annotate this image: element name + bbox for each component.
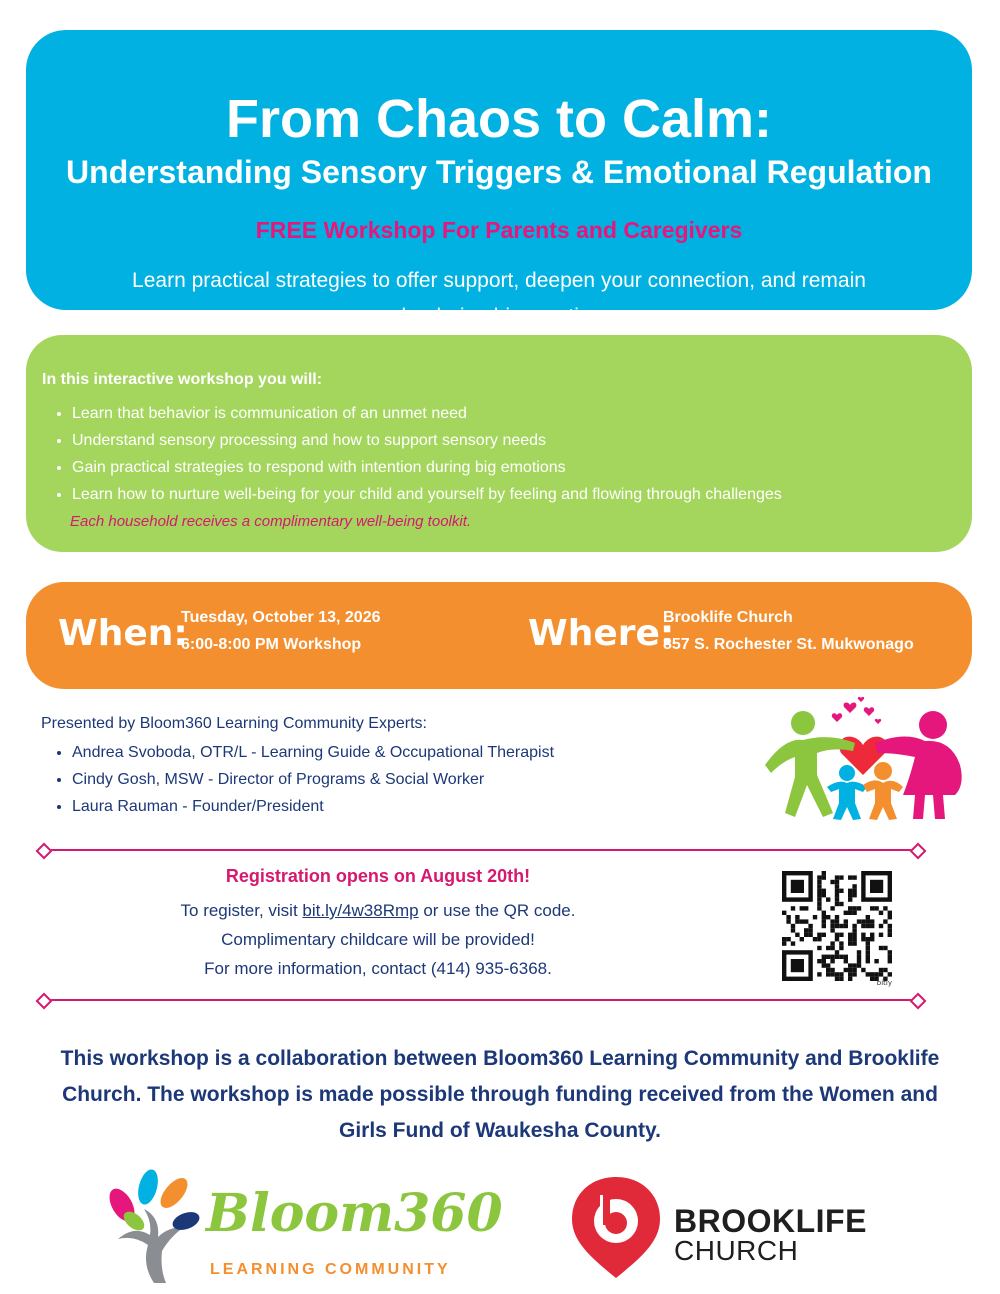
list-item: • Learn that behavior is communication of an unmet need [72,400,782,427]
bloom360-subtitle: LEARNING COMMUNITY [210,1261,451,1278]
learning-list [26,400,782,508]
event-date: Tuesday, October 13, 2026 [181,609,381,626]
registration-heading: Registration opens on August 20th! [225,866,531,886]
register-line [98,896,658,925]
registration-link[interactable]: bit.ly/4w38Rmp [302,901,419,920]
presenters-section [41,712,554,820]
brooklife-name: BROOKLIFE [674,1203,867,1239]
list-item: • Cindy Gosh, MSW - Director of Programs & Social Worker [72,766,554,793]
contact-info: For more information, contact (414) 935-6368. [204,959,552,978]
event-location [663,604,914,658]
presenters-heading: Presented by Bloom360 Learning Community Experts: [41,715,427,732]
qr-caption: bitly [876,979,892,987]
learning-heading: In this interactive workshop you will: [42,371,323,388]
page-subtitle: Understanding Sensory Triggers & Emotional Regulation [66,154,932,190]
page-title: From Chaos to Calm: [225,89,773,149]
presenters-list [41,739,554,820]
list-item: • Learn how to nurture well-being for your child and yourself by feeling and flowing through challenges [72,481,782,508]
brooklife-church: CHURCH [674,1235,799,1266]
list-item: • Laura Rauman - Founder/President [72,793,554,820]
learning-outcomes-panel [26,335,972,552]
divider-top [38,843,924,857]
brooklife-logo [570,1175,900,1280]
register-text-post: or use the QR code. [418,901,576,920]
event-venue: Brooklife Church [663,609,793,626]
bloom360-name: Bloom360 [206,1183,503,1244]
brooklife-pin-icon [570,1175,662,1280]
list-item: • Understand sensory processing and how to support sensory needs [72,427,782,454]
bloom360-logo [104,1165,503,1285]
event-address: 857 S. Rochester St. Mukwonago [663,636,914,653]
collaboration-statement: This workshop is a collaboration between Bloom360 Learning Community and Brooklife Church. The workshop is made possible through funding received from the Women and Girls Fund of Waukesha County. [60,1047,940,1142]
event-datetime [181,604,381,658]
childcare-note: Complimentary childcare will be provided! [221,930,535,949]
toolkit-note: Each household receives a complimentary well-being toolkit. [70,513,472,530]
family-hearts-icon [755,695,975,825]
event-time: 6:00-8:00 PM Workshop [181,636,362,653]
qr-code-icon[interactable] [780,869,894,987]
list-item: • Gain practical strategies to respond with intention during big emotions [72,454,782,481]
hero-banner [26,30,972,328]
bloom360-tree-icon [104,1165,204,1285]
where-label: Where: [528,613,675,654]
list-item: • Andrea Svoboda, OTR/L - Learning Guide & Occupational Therapist [72,739,554,766]
register-text-pre: To register, visit [180,901,303,920]
registration-section [98,862,658,983]
workshop-description: Learn practical strategies to offer support, deepen your connection, and remain calm during big emotions. [132,269,866,328]
divider-bottom [38,993,924,1007]
when-label: When: [58,613,188,654]
event-details-panel [26,582,972,689]
workshop-tagline: FREE Workshop For Parents and Caregivers [255,217,743,243]
